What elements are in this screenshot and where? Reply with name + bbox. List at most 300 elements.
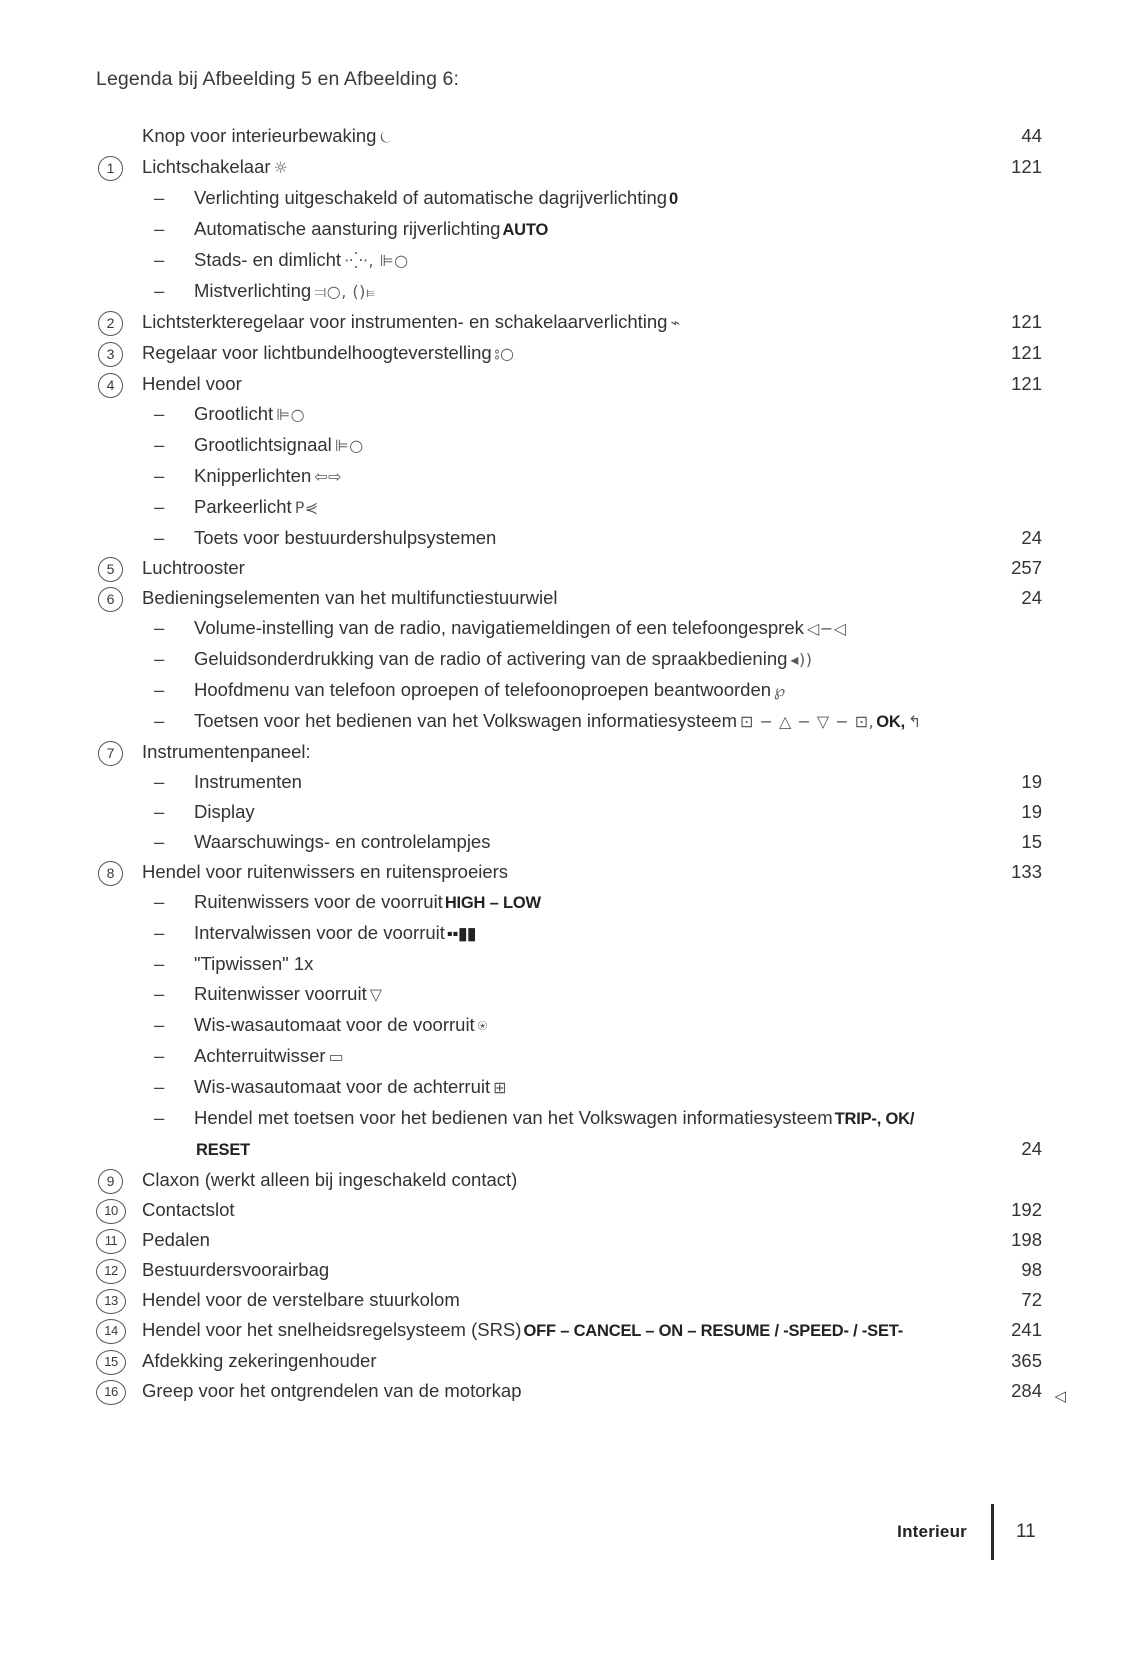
control-symbol-icon: ☼ <box>273 158 289 177</box>
legend-row <box>96 767 1042 797</box>
page-reference[interactable]: 44 <box>1021 125 1042 146</box>
legend-row-body <box>194 979 1042 1010</box>
legend-row-body <box>194 767 1042 797</box>
legend-label: Regelaar voor lichtbundelhoogteverstelling <box>142 342 492 363</box>
bullet-dash-icon <box>148 492 194 522</box>
dot-leader <box>216 1245 982 1246</box>
legend-row-body <box>194 430 1042 461</box>
dash-glyph: – <box>154 465 165 486</box>
legend-row <box>96 492 1042 523</box>
dash-glyph: – <box>154 249 165 270</box>
dot-leader <box>241 1215 982 1216</box>
page-reference[interactable]: 72 <box>1021 1289 1042 1310</box>
legend-label: Knipperlichten <box>194 465 312 486</box>
legend-row-body <box>142 307 1042 338</box>
control-label-bold: AUTO <box>502 221 549 239</box>
legend-label: Grootlichtsignaal <box>194 434 332 455</box>
legend-row <box>96 675 1042 706</box>
dash-glyph: – <box>154 218 165 239</box>
circled-number: 11 <box>96 1229 126 1254</box>
dash-glyph: – <box>154 801 165 822</box>
bullet-dash-icon <box>148 949 194 979</box>
item-number-badge <box>96 1195 142 1225</box>
legend-row-body <box>194 918 1042 949</box>
control-label-bold: OFF – CANCEL – ON – RESUME / -SPEED- / -SET- <box>523 1322 904 1340</box>
dot-leader <box>496 847 982 848</box>
dot-leader <box>325 512 982 513</box>
legend-row-body <box>142 553 1042 583</box>
legend-label: Toets voor bestuurdershulpsystemen <box>194 527 497 548</box>
legend-row-continuation <box>96 1134 1042 1165</box>
dash-glyph: – <box>154 953 165 974</box>
bullet-dash-icon <box>148 887 194 917</box>
legend-row-body <box>194 276 1042 307</box>
dot-leader <box>256 1154 982 1155</box>
dot-leader <box>928 726 982 727</box>
legend-row <box>96 1285 1042 1315</box>
legend-row-body <box>142 1315 1042 1346</box>
page-reference[interactable]: 121 <box>1011 373 1042 394</box>
item-number-badge <box>96 307 142 337</box>
page-reference[interactable]: 198 <box>1011 1229 1042 1250</box>
legend-row <box>96 369 1042 399</box>
legend-row-body <box>142 1225 1042 1255</box>
legend-label: Display <box>194 801 255 822</box>
legend-label: Knop voor interieurbewaking <box>142 125 377 146</box>
dash-glyph: – <box>154 1045 165 1066</box>
legend-row <box>96 1103 1042 1134</box>
legend-label: Contactslot <box>142 1199 235 1220</box>
legend-row <box>96 887 1042 918</box>
page-reference[interactable]: 121 <box>1011 342 1042 363</box>
legend-row-body <box>194 1010 1042 1041</box>
legend-label: Volume-instelling van de radio, navigatiemeldingen of een telefoongesprek <box>194 617 804 638</box>
item-number-badge <box>96 338 142 368</box>
legend-row-body <box>194 797 1042 827</box>
legend-label: Hendel voor het snelheidsregelsysteem (SRS) <box>142 1319 522 1340</box>
item-number-badge <box>96 1376 142 1406</box>
control-symbol-icon: ⫤○, ()⫢ <box>314 282 376 301</box>
control-symbol-icon: ⊞ <box>493 1078 508 1097</box>
dot-leader <box>317 757 982 758</box>
dash-glyph: – <box>154 648 165 669</box>
item-number-badge <box>96 583 142 613</box>
legend-row-body <box>194 492 1042 523</box>
bullet-dash-icon <box>148 797 194 827</box>
dash-glyph: – <box>154 1076 165 1097</box>
bullet-dash-icon <box>148 675 194 705</box>
dot-leader <box>382 296 982 297</box>
legend-label: Afdekking zekeringenhouder <box>142 1350 377 1371</box>
legend-row-body <box>194 461 1042 492</box>
legend-label: Lichtschakelaar <box>142 156 271 177</box>
dot-leader <box>335 1275 982 1276</box>
legend-row-body <box>142 121 1042 152</box>
legend-label: Bestuurdersvoorairbag <box>142 1259 330 1280</box>
legend-row <box>96 399 1042 430</box>
legend-label: Parkeerlicht <box>194 496 292 517</box>
legend-label: Stads- en dimlicht <box>194 249 342 270</box>
legend-label: Wis-wasautomaat voor de achterruit <box>194 1076 491 1097</box>
control-symbol-icon: ⏾ <box>379 127 393 146</box>
bullet-dash-icon <box>148 644 194 674</box>
dash-glyph: – <box>154 771 165 792</box>
dot-leader <box>370 450 982 451</box>
item-number-badge <box>96 553 142 583</box>
legend-row-body <box>194 183 1042 214</box>
legend-row-body <box>142 1376 1066 1406</box>
legend-row-body <box>194 887 1042 918</box>
circled-number: 8 <box>98 861 123 886</box>
dot-leader <box>261 817 982 818</box>
legend-label: Ruitenwisser voorruit <box>194 983 367 1004</box>
dot-leader <box>311 419 982 420</box>
legend-row-body <box>194 1072 1042 1103</box>
legend-label: Pedalen <box>142 1229 210 1250</box>
section-end-arrow-icon: ◁ <box>1054 1388 1066 1405</box>
legend-row <box>96 338 1042 369</box>
legend-label: Luchtrooster <box>142 557 245 578</box>
legend-row-body <box>194 1134 1042 1165</box>
bullet-dash-icon <box>148 918 194 948</box>
dot-leader <box>514 877 982 878</box>
page-reference[interactable]: 15 <box>1021 831 1042 852</box>
legend-row-body <box>194 949 1042 979</box>
control-symbol-icon: ▽ <box>369 985 383 1004</box>
legend-row-body <box>142 1346 1042 1376</box>
bullet-dash-icon <box>148 523 194 553</box>
dot-leader <box>482 938 982 939</box>
page-reference[interactable]: 133 <box>1011 861 1042 882</box>
bullet-dash-icon <box>148 183 194 213</box>
legend-row-body <box>194 1041 1042 1072</box>
item-number-badge <box>96 857 142 887</box>
legend-label: Claxon (werkt alleen bij ingeschakeld contact) <box>142 1169 518 1190</box>
legend-label: "Tipwissen" 1x <box>194 953 314 974</box>
bullet-dash-icon <box>148 276 194 306</box>
legend-row <box>96 1010 1042 1041</box>
legend-row <box>96 152 1042 183</box>
legend-row <box>96 706 1042 737</box>
legend-row-body <box>142 857 1042 887</box>
legend-row-body <box>142 737 1042 767</box>
control-symbol-icon: ⊫○ <box>334 436 364 455</box>
legend-row <box>96 979 1042 1010</box>
circled-number: 3 <box>98 342 123 367</box>
circled-number: 13 <box>96 1289 126 1314</box>
page-reference[interactable]: 365 <box>1011 1350 1042 1371</box>
dot-leader <box>684 203 982 204</box>
legend-row <box>96 523 1042 553</box>
legend-label: Automatische aansturing rijverlichting <box>194 218 501 239</box>
bullet-dash-icon <box>148 979 194 1009</box>
item-number-badge <box>96 152 142 182</box>
item-number-badge <box>96 369 142 399</box>
item-number-badge <box>96 1165 142 1195</box>
circled-number: 6 <box>98 587 123 612</box>
legend-label: Wis-wasautomaat voor de voorruit <box>194 1014 475 1035</box>
bullet-dash-icon <box>148 613 194 643</box>
bullet-dash-icon <box>148 245 194 275</box>
dash-glyph: – <box>154 496 165 517</box>
legend-row-body <box>194 214 1042 245</box>
legend-row <box>96 1225 1042 1255</box>
legend-label: Instrumentenpaneel: <box>142 741 311 762</box>
footer-divider <box>991 1504 994 1560</box>
control-label-bold: RESET <box>196 1141 251 1159</box>
legend-row <box>96 1195 1042 1225</box>
legend-row <box>96 245 1042 276</box>
page-reference[interactable]: 121 <box>1011 156 1042 177</box>
legend-row <box>96 644 1042 675</box>
item-number-badge <box>96 1225 142 1255</box>
legend-row-body <box>142 338 1042 369</box>
legend-row <box>96 183 1042 214</box>
bullet-dash-icon <box>148 399 194 429</box>
dash-glyph: – <box>154 403 165 424</box>
control-symbol-icon: ⦂○ <box>494 344 515 363</box>
legend-row <box>96 1346 1042 1376</box>
control-symbol-icon: ⇦⇨ <box>314 467 343 486</box>
legend-label: Greep voor het ontgrendelen van de motorkap <box>142 1380 522 1401</box>
control-symbol-return-icon: ↰ <box>907 712 922 731</box>
legend-row-body <box>142 152 1042 183</box>
dot-leader <box>399 141 982 142</box>
item-number-badge <box>96 1346 142 1376</box>
legend-row <box>96 461 1042 492</box>
page-reference[interactable]: 19 <box>1021 771 1042 792</box>
legend-label: Lichtsterkteregelaar voor instrumenten- en schakelaarverlichting <box>142 311 668 332</box>
legend-label: Waarschuwings- en controlelampjes <box>194 831 491 852</box>
dash-glyph: – <box>154 679 165 700</box>
legend-label: Mistverlichting <box>194 280 312 301</box>
circled-number: 16 <box>96 1380 126 1405</box>
dash-glyph: – <box>154 187 165 208</box>
dash-glyph: – <box>154 527 165 548</box>
legend-row <box>96 1041 1042 1072</box>
control-symbol-icon: ⍟ <box>477 1016 488 1035</box>
page-reference[interactable]: 284 <box>1011 1380 1042 1401</box>
page-reference[interactable]: 257 <box>1011 557 1042 578</box>
legend-row-body <box>194 523 1042 553</box>
dash-glyph: – <box>154 1014 165 1035</box>
legend-row <box>96 121 1042 152</box>
legend-row <box>96 307 1042 338</box>
legend-row <box>96 1165 1042 1195</box>
dot-leader <box>523 1185 982 1186</box>
legend-row <box>96 1376 1066 1406</box>
dot-leader <box>248 389 982 390</box>
control-symbol-icon: ◁−◁ <box>806 619 847 638</box>
page-reference[interactable]: 19 <box>1021 801 1042 822</box>
dot-leader <box>348 481 982 482</box>
bullet-dash-icon <box>148 706 194 736</box>
dot-leader <box>513 1092 982 1093</box>
item-number-badge <box>96 737 142 767</box>
page-reference[interactable]: 192 <box>1011 1199 1042 1220</box>
bullet-dash-icon <box>148 430 194 460</box>
dot-leader <box>528 1396 983 1397</box>
dot-leader <box>251 573 982 574</box>
legend-row <box>96 827 1042 857</box>
legend-row <box>96 1315 1042 1346</box>
page-reference[interactable]: 24 <box>1021 1138 1042 1159</box>
bullet-dash-icon <box>148 1041 194 1071</box>
legend-row <box>96 553 1042 583</box>
legend-row-body <box>142 1165 1042 1195</box>
legend-list <box>96 121 1066 1406</box>
circled-number: 10 <box>96 1199 126 1224</box>
legend-row-body <box>142 1195 1042 1225</box>
bullet-dash-icon <box>148 214 194 244</box>
legend-label: Hoofdmenu van telefoon oproepen of telefoonoproepen beantwoorden <box>194 679 772 700</box>
circled-number: 1 <box>98 156 123 181</box>
legend-label: Hendel voor ruitenwissers en ruitensproeiers <box>142 861 509 882</box>
circled-number: 9 <box>98 1169 123 1194</box>
dash-glyph: – <box>154 280 165 301</box>
dash-glyph: – <box>154 831 165 852</box>
legend-row <box>96 613 1042 644</box>
legend-row-body <box>142 1255 1042 1285</box>
legend-row-body <box>194 675 1042 706</box>
legend-row-body <box>194 1103 1042 1134</box>
legend-label: Bedieningselementen van het multifunctiestuurwiel <box>142 587 558 608</box>
dash-glyph: – <box>154 617 165 638</box>
control-label-bold: OK, <box>876 713 905 731</box>
bullet-dash-icon <box>148 767 194 797</box>
legend-row <box>96 737 1042 767</box>
dash-glyph: – <box>154 983 165 1004</box>
circled-number: 5 <box>98 557 123 582</box>
dot-leader <box>920 1123 982 1124</box>
dot-leader <box>389 999 982 1000</box>
legend-row <box>96 949 1042 979</box>
legend-row <box>96 1072 1042 1103</box>
legend-row-body <box>142 369 1042 399</box>
circled-number: 2 <box>98 311 123 336</box>
control-symbol-icon: ⊡ − △ − ▽ − ⊡, <box>740 712 875 731</box>
legend-label: Instrumenten <box>194 771 302 792</box>
bullet-dash-icon <box>148 1072 194 1102</box>
circled-number: 7 <box>98 741 123 766</box>
footer-section-title: Interieur <box>897 1522 967 1541</box>
dot-leader <box>547 907 982 908</box>
legend-label: Achterruitwisser <box>194 1045 326 1066</box>
control-label-bold: ▪▪▮▮ <box>446 925 476 943</box>
dot-leader <box>350 1061 982 1062</box>
legend-label: Hendel voor <box>142 373 242 394</box>
dash-glyph: – <box>154 710 165 731</box>
legend-row <box>96 797 1042 827</box>
control-symbol-icon: ⌁ <box>670 313 681 332</box>
legend-label: Grootlicht <box>194 403 274 424</box>
dot-leader <box>494 1030 982 1031</box>
bullet-dash-icon <box>148 1010 194 1040</box>
legend-row <box>96 918 1042 949</box>
control-symbol-icon: ⋅⁛⋅, ⊫○ <box>344 251 409 270</box>
dot-leader <box>909 1335 982 1336</box>
control-symbol-icon: ◂)) <box>790 650 813 669</box>
page-reference[interactable]: 241 <box>1011 1319 1042 1340</box>
continuation-spacer <box>148 1134 194 1164</box>
legend-row <box>96 276 1042 307</box>
bullet-dash-icon <box>148 1103 194 1133</box>
no-marker-spacer <box>96 121 142 151</box>
dash-glyph: – <box>154 891 165 912</box>
legend-row-body <box>142 583 1042 613</box>
legend-row-body <box>194 827 1042 857</box>
page-reference[interactable]: 24 <box>1021 527 1042 548</box>
footer-page-number: 11 <box>1016 1521 1036 1542</box>
page-intro: Legenda bij Afbeelding 5 en Afbeelding 6: <box>96 68 459 90</box>
legend-label: Ruitenwissers voor de voorruit <box>194 891 443 912</box>
dot-leader <box>852 633 982 634</box>
dot-leader <box>415 265 982 266</box>
dash-glyph: – <box>154 922 165 943</box>
legend-label: Geluidsonderdrukking van de radio of activering van de spraakbediening <box>194 648 788 669</box>
dot-leader <box>502 543 982 544</box>
circled-number: 14 <box>96 1319 126 1344</box>
legend-row <box>96 1255 1042 1285</box>
page-reference[interactable]: 24 <box>1021 587 1042 608</box>
circled-number: 4 <box>98 373 123 398</box>
dot-leader <box>563 603 982 604</box>
dot-leader <box>294 172 982 173</box>
page-reference[interactable]: 121 <box>1011 311 1042 332</box>
legend-label: Hendel met toetsen voor het bedienen van het Volkswagen informatiesysteem <box>194 1107 833 1128</box>
legend-label: Toetsen voor het bedienen van het Volkswagen informatiesysteem <box>194 710 737 731</box>
control-symbol-icon: ℘ <box>774 681 786 700</box>
item-number-badge <box>96 1285 142 1315</box>
legend-row-body <box>194 613 1042 644</box>
legend-label: Intervalwissen voor de voorruit <box>194 922 445 943</box>
bullet-dash-icon <box>148 461 194 491</box>
control-symbol-icon: P⋞ <box>294 498 319 517</box>
legend-row-body <box>194 245 1042 276</box>
dot-leader <box>520 358 982 359</box>
legend-row-body <box>194 706 1042 737</box>
legend-row-body <box>194 399 1042 430</box>
dash-glyph: – <box>154 1107 165 1128</box>
page-footer <box>0 1502 1142 1562</box>
legend-row <box>96 214 1042 245</box>
dot-leader <box>792 695 982 696</box>
control-label-bold: HIGH – LOW <box>444 894 541 912</box>
dot-leader <box>687 327 982 328</box>
control-label-bold: 0 <box>669 190 679 208</box>
page-reference[interactable]: 98 <box>1021 1259 1042 1280</box>
dot-leader <box>818 664 982 665</box>
legend-row-body <box>142 1285 1042 1315</box>
bullet-dash-icon <box>148 827 194 857</box>
legend-label: Verlichting uitgeschakeld of automatische dagrijverlichting <box>194 187 668 208</box>
circled-number: 12 <box>96 1259 126 1284</box>
dot-leader <box>554 234 982 235</box>
item-number-badge <box>96 1315 142 1345</box>
dot-leader <box>466 1305 982 1306</box>
legend-row <box>96 583 1042 613</box>
control-label-bold: TRIP-, OK/ <box>834 1110 915 1128</box>
circled-number: 15 <box>96 1350 126 1375</box>
control-symbol-icon: ⊫○ <box>276 405 306 424</box>
legend-label: Hendel voor de verstelbare stuurkolom <box>142 1289 460 1310</box>
control-symbol-icon: ▭ <box>328 1047 345 1066</box>
legend-row-body <box>194 644 1042 675</box>
legend-row <box>96 857 1042 887</box>
item-number-badge <box>96 1255 142 1285</box>
dot-leader <box>383 1366 983 1367</box>
dot-leader <box>319 969 982 970</box>
